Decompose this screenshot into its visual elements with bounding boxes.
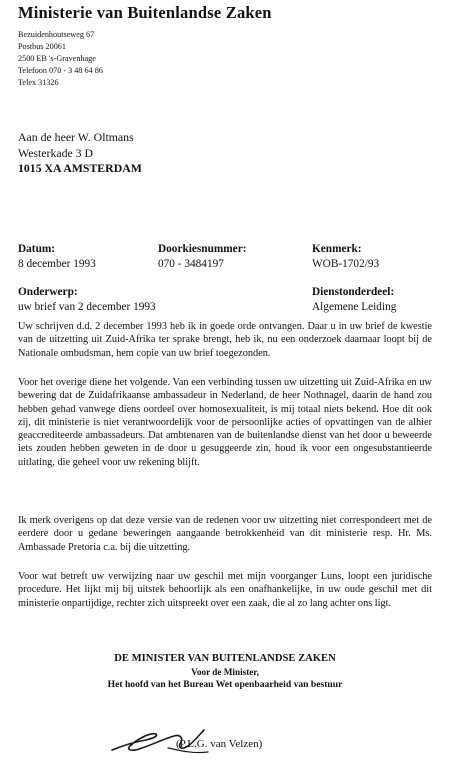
sender-address — [18, 29, 103, 89]
recipient-street: Westerkade 3 D — [18, 145, 94, 160]
ministry-title: Ministerie van Buitenlandse Zaken — [18, 3, 272, 22]
closing-on-behalf-line: Voor de Minister, — [191, 667, 259, 677]
address-line-street: Bezuidenhoutseweg 67 — [18, 30, 95, 39]
subject-value: uw brief van 2 december 1993 — [18, 301, 156, 313]
body-paragraph-1: Uw schrijven d.d. 2 december 1993 heb ik in goede orde ontvangen. Daar u in uw brief de kwestie van de uitzetting uit Zuid-Afrika ter sprake brengt, heb ik, nu een onderzoek daarnaar loopt bij de Nationale ombudsman, hem copie van uw brief toegezonden. — [18, 321, 432, 359]
recipient-name: Aan de heer W. Oltmans — [18, 130, 134, 144]
extension-label: Doorkiesnummer: — [158, 243, 247, 255]
department-label: Dienstonderdeel: — [312, 286, 395, 298]
department-value: Algemene Leiding — [312, 301, 397, 313]
address-line-phone: Telefoon 070 - 3 48 64 86 — [18, 66, 103, 75]
recipient-block — [18, 130, 142, 177]
body-paragraph-4: Voor wat betreft uw verwijzing naar uw geschil met mijn voorganger Luns, loopt een juridische procedure. Het lijkt mij bij uitstek behoorlijk als een onafhankelijke, in uw oude geschil met dit ministerie onpartijdige, rechter zich uitspreekt over een zaak, die al zo lang achter ons ligt. — [18, 571, 432, 609]
extension-value: 070 - 3484197 — [158, 258, 224, 270]
address-line-postbus: Postbus 20061 — [18, 42, 66, 51]
reference-label: Kenmerk: — [312, 243, 362, 255]
subject-label: Onderwerp: — [18, 286, 78, 298]
address-line-telex: Telex 31326 — [18, 78, 59, 87]
closing-block — [0, 652, 450, 691]
closing-minister-line: DE MINISTER VAN BUITENLANDSE ZAKEN — [114, 653, 336, 664]
body-paragraph-2: Voor het overige diene het volgende. Van een verbinding tussen uw uitzetting uit Zuid-Afrika en uw bewering dat de Zuidafrikaanse ambassadeur in Nederland, de heer Nothnagel, daarin de hand zou hebben gehad vanwege diens oordeel over homosexualiteit, is mij totaal niets bekend. Hoe dit ook zij, dit ministerie is niet verantwoordelijk voor de persoonlijke acties of opvattingen van de alhier geaccrediteerde ambassadeurs. Dat ambtenaren van de buitenlandse dienst van het door u beweerde iets zouden hebben geweten in de door u gesuggeerde zin, houd ik voor een ongesubstantieerde uitlating, die geheel voor uw rekening blijft. — [18, 377, 432, 468]
signatory-name: (P.L.G. van Velzen) — [176, 738, 263, 750]
closing-bureau-line: Het hoofd van het Bureau Wet openbaarheid van bestuur — [107, 679, 343, 690]
date-label: Datum: — [18, 243, 56, 255]
recipient-city: 1015 XA AMSTERDAM — [18, 161, 142, 175]
reference-value: WOB-1702/93 — [312, 258, 380, 270]
body-paragraph-3: Ik merk overigens op dat deze versie van de redenen voor uw uitzetting niet correspondeert met de eerdere door u gedane beweringen aangaande betrokkenheid van dit ministerie resp. Hr. Ms. Ambassade Pretoria c.a. bij die uitzetting. — [18, 515, 432, 553]
address-line-postcode: 2500 EB 's-Gravenhage — [18, 54, 96, 63]
date-value: 8 december 1993 — [18, 258, 96, 270]
